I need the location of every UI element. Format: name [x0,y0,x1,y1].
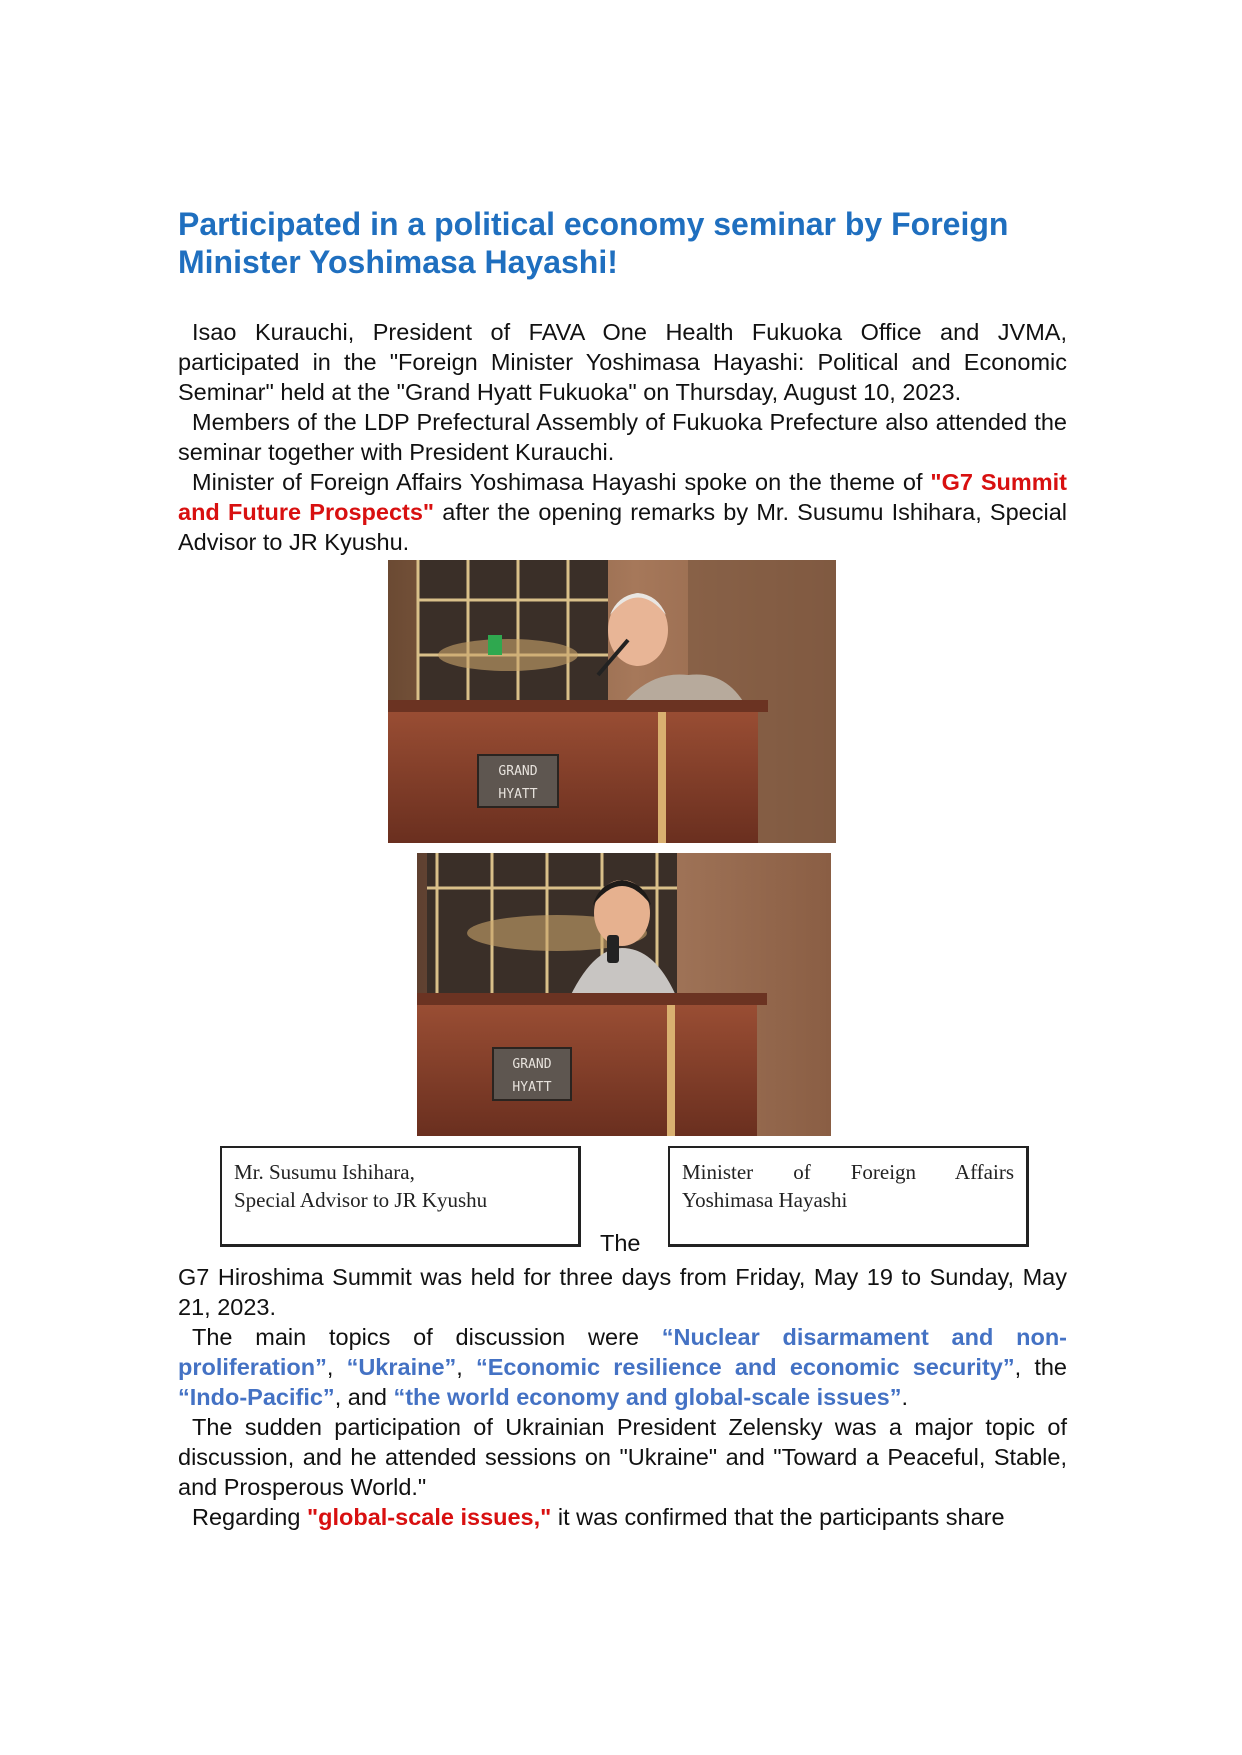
paragraph-start-word: The [600,1230,641,1256]
caption-hayashi: Minister of Foreign Affairs Yoshimasa Hayashi [668,1146,1029,1247]
paragraph-topics: The main topics of discussion were “Nuclear disarmament and non-proliferation”, “Ukraine”, “Economic resilience and economic security”, the “Indo-Pacific”, and “the world economy and global-scale issues”. [178,1324,1067,1410]
article-body [178,205,1067,557]
paragraph-members: Members of the LDP Prefectural Assembly of Fukuoka Prefecture also attended the seminar together with President Kurauchi. [178,409,1067,465]
photo-ishihara-speech [388,560,836,843]
podium-sign-bottom-2: HYATT [512,1080,552,1095]
paragraph-zelensky: The sudden participation of Ukrainian President Zelensky was a major topic of discussion, and he attended sessions on "Ukraine" and "Toward a Peaceful, Stable, and Prosperous World." [178,1414,1067,1500]
podium-sign-top: GRAND [498,764,538,779]
paragraph-intro: Isao Kurauchi, President of FAVA One Health Fukuoka Office and JVMA, participated in the "Foreign Minister Yoshimasa Hayashi: Political and Economic Seminar" held at the "Grand Hyatt Fukuoka" on Thursday, August 10, 2023. [178,319,1067,405]
paragraph-theme: Minister of Foreign Affairs Yoshimasa Hayashi spoke on the theme of "G7 Summit and Future Prospects" after the opening remarks by Mr. Susumu Ishihara, Special Advisor to JR Kyushu. [178,469,1068,555]
caption-ishihara: Mr. Susumu Ishihara, Special Advisor to JR Kyushu [220,1146,581,1247]
paragraph-global: Regarding "global-scale issues," it was confirmed that the participants share [192,1504,1005,1530]
podium-sign-top-2: GRAND [512,1057,552,1072]
podium-sign-bottom: HYATT [498,787,538,802]
photo-hayashi-speech [417,853,831,1136]
article-body-continued [178,1262,1067,1532]
theme-highlight: "G7 Summit and Future Prospects" [178,469,1067,525]
article-title: Participated in a political economy seminar by Foreign Minister Yoshimasa Hayashi! [178,206,1009,280]
paragraph-summit: G7 Hiroshima Summit was held for three days from Friday, May 19 to Sunday, May 21, 2023. [178,1264,1067,1320]
